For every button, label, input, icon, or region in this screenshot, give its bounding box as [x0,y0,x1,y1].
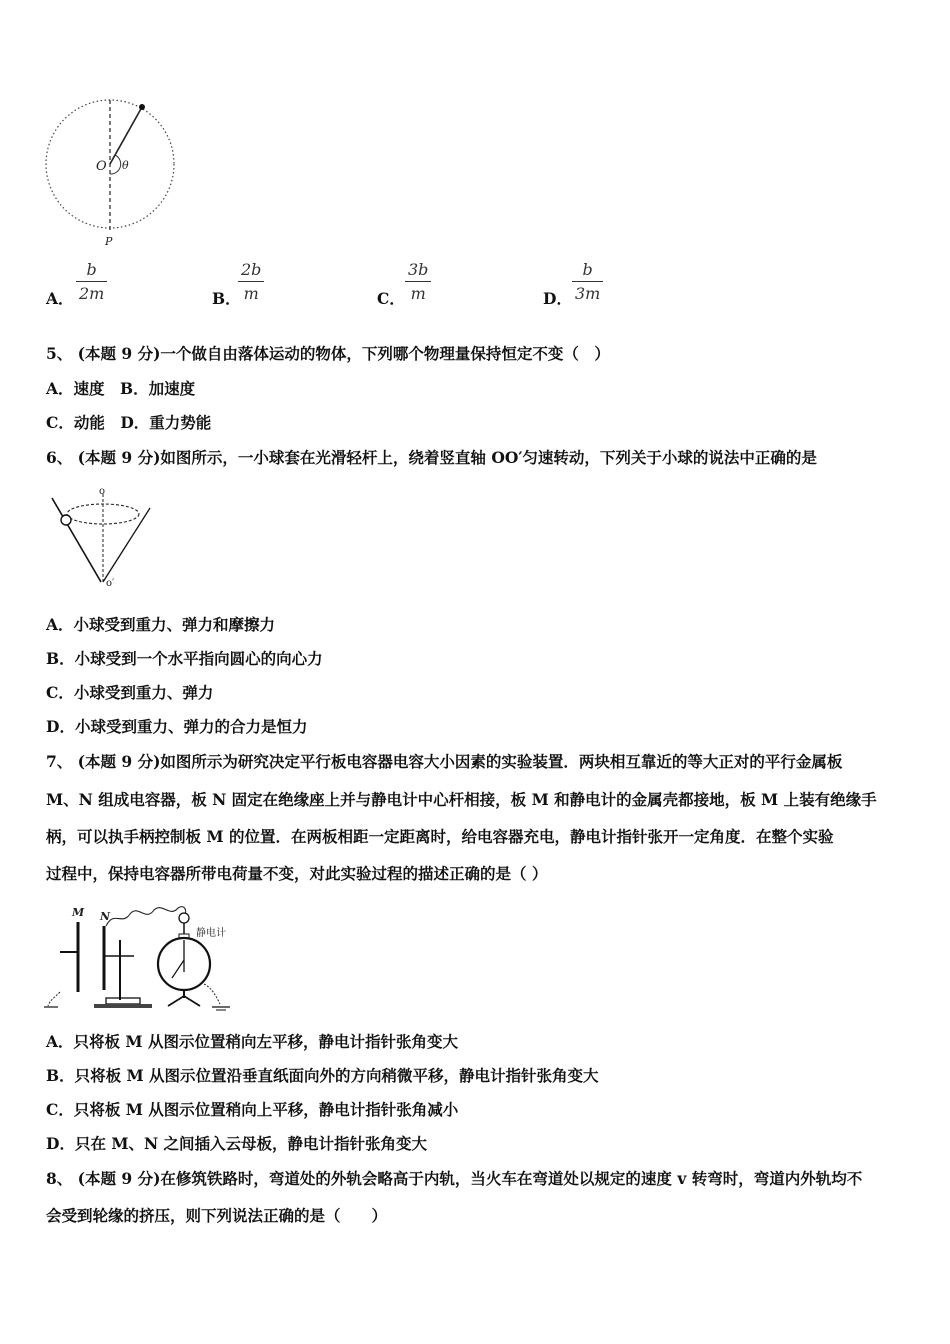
label-p: P [105,235,113,248]
label-o-bottom: o′ [106,578,115,589]
q6-stem: 6、 (本题 9 分)如图所示，一小球套在光滑轻杆上，绕着竖直轴 OO′匀速转动，下列关于小球的说法中正确的是 [46,448,817,467]
right-rod [103,508,150,582]
numerator: b [86,260,97,279]
numerator: 3b [408,260,429,279]
numerator: b [582,260,593,279]
q7-stem-line2: M、N 组成电容器，板 N 固定在绝缘座上并与静电计中心杆相接，板 M 和静电计的金属壳都接地，板 M 上装有绝缘手 [46,790,877,809]
q7-option-b[interactable]: B．只将板 M 从图示位置沿垂直纸面向外的方向稍微平移，静电计指针张角变大 [46,1066,599,1085]
label-electrometer: 静电计 [196,928,226,939]
fraction [238,260,264,303]
q6-option-d[interactable]: D．小球受到重力、弹力的合力是恒力 [46,717,308,736]
q7-option-c[interactable]: C．只将板 M 从图示位置稍向上平移，静电计指针张角减小 [46,1100,459,1119]
q7-stem-line3: 柄，可以执手柄控制板 M 的位置．在两板相距一定距离时，给电容器充电，静电计指针张开一定角度．在整个实验 [46,827,834,846]
denominator: 2m [79,284,105,303]
q5-options-row2[interactable]: C．动能 D．重力势能 [46,413,212,432]
q5-stem: 5、 (本题 9 分)一个做自由落体运动的物体，下列哪个物理量保持恒定不变（ ） [46,344,610,363]
fraction [76,260,107,303]
numerator: 2b [241,260,262,279]
label-o: O [96,159,107,174]
angle-arc [110,155,121,174]
option-letter: C． [377,289,405,308]
ball [139,104,145,110]
option-letter: D． [543,289,572,308]
q6-option-c[interactable]: C．小球受到重力、弹力 [46,683,214,702]
label-theta: θ [122,159,129,172]
q8-stem-line1: 8、 (本题 9 分)在修筑铁路时，弯道处的外轨会略高于内轨，当火车在弯道处以规定的速度 v 转弯时，弯道内外轨均不 [46,1169,863,1188]
electrometer-knob [179,913,189,923]
denominator: m [410,284,426,303]
q7-stem-line4: 过程中，保持电容器所带电荷量不变，对此实验过程的描述正确的是（ ） [46,864,548,883]
fraction [572,260,603,303]
circle-rod-figure [40,98,185,248]
denominator: m [243,284,259,303]
label-o-top: o [99,486,106,497]
q7-option-a[interactable]: A．只将板 M 从图示位置稍向左平移，静电计指针张角变大 [46,1032,458,1051]
ball [61,515,71,525]
q5-options-row1[interactable]: A．速度 B．加速度 [46,379,196,398]
connecting-wire [106,907,186,926]
q7-stem-line1: 7、 (本题 9 分)如图所示为研究决定平行板电容器电容大小因素的实验装置．两块相互靠近的等大正对的平行金属板 [46,752,843,771]
option-letter: A． [46,289,74,308]
label-n: N [100,910,111,923]
capacitor-electrometer-figure [44,900,244,1012]
q6-option-b[interactable]: B．小球受到一个水平指向圆心的向心力 [46,649,323,668]
left-rod [52,498,101,582]
label-m: M [72,906,85,919]
option-letter: B． [212,289,241,308]
q8-stem-line2: 会受到轮缘的挤压，则下列说法正确的是（ ） [46,1206,388,1225]
denominator: 3m [575,284,601,303]
fraction [405,260,431,303]
q6-option-a[interactable]: A．小球受到重力、弹力和摩擦力 [46,615,276,634]
q7-option-d[interactable]: D．只在 M、N 之间插入云母板，静电计指针张角变大 [46,1134,428,1153]
cone-rod-figure [46,486,161,590]
